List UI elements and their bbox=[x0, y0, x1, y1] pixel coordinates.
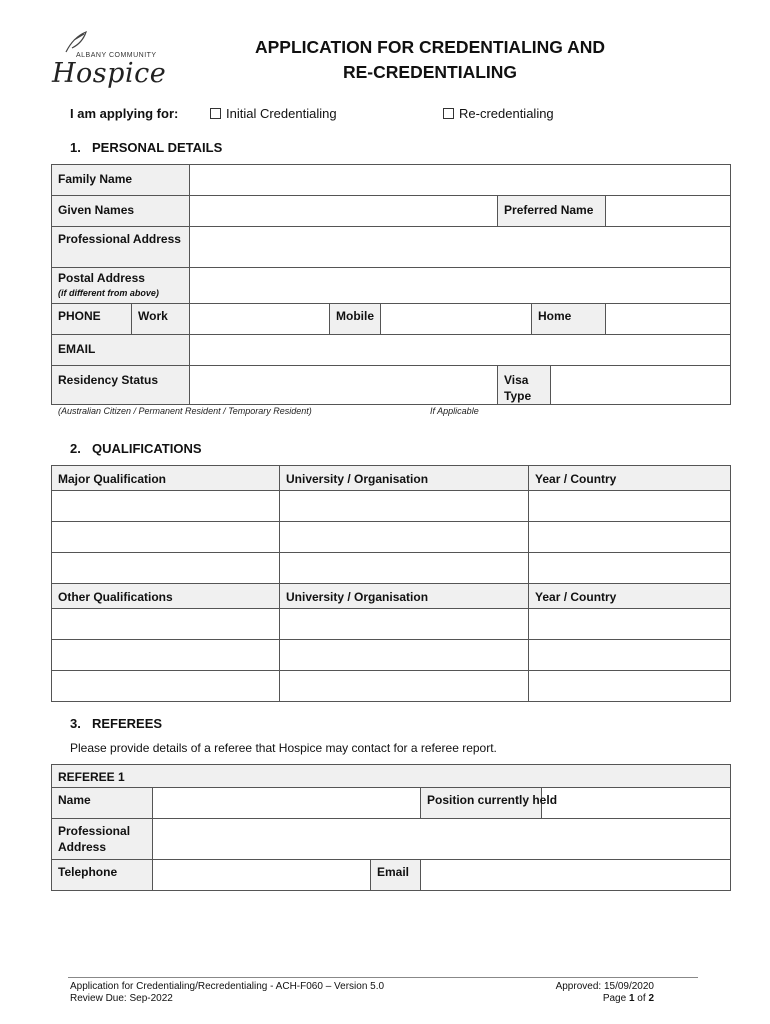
major-qualification-header: Major Qualification bbox=[58, 472, 167, 486]
university-cell[interactable] bbox=[280, 553, 529, 584]
given-names-field[interactable] bbox=[190, 196, 498, 227]
referee-address-field[interactable] bbox=[153, 819, 731, 860]
home-phone-field[interactable] bbox=[606, 304, 731, 335]
major-qualification-cell[interactable] bbox=[52, 522, 280, 553]
footer-doc-info: Application for Credentialing/Recredentialing - ACH-F060 – Version 5.0 bbox=[70, 981, 385, 992]
footer-review-due: Review Due: Sep-2022 bbox=[70, 993, 173, 1004]
section2-heading bbox=[70, 441, 202, 456]
phone-label: PHONE bbox=[58, 309, 101, 323]
residency-status-label: Residency Status bbox=[58, 373, 159, 387]
major-qualification-cell[interactable] bbox=[52, 491, 280, 522]
page-title-line2: RE-CREDENTIALING bbox=[342, 62, 518, 82]
checkbox-initial[interactable] bbox=[210, 108, 221, 119]
referee-email-field[interactable] bbox=[421, 860, 731, 891]
postal-address-label bbox=[58, 268, 183, 300]
university-cell[interactable] bbox=[280, 640, 529, 671]
applying-label: I am applying for: bbox=[70, 106, 179, 121]
qualifications-table bbox=[51, 465, 731, 702]
mobile-field[interactable] bbox=[381, 304, 532, 335]
referee-telephone-field[interactable] bbox=[153, 860, 371, 891]
logo-name: Hospice bbox=[52, 58, 167, 89]
footer-right bbox=[556, 981, 654, 1005]
feather-icon bbox=[60, 30, 100, 54]
visa-note: If Applicable bbox=[430, 406, 479, 416]
year-country-cell[interactable] bbox=[529, 640, 731, 671]
footer-left bbox=[70, 981, 384, 1005]
position-held-field[interactable] bbox=[542, 788, 731, 819]
referee-address-label: Professional Address bbox=[58, 824, 131, 854]
checkbox-recredentialing[interactable] bbox=[443, 108, 454, 119]
hospice-logo bbox=[50, 30, 167, 90]
year-country-header-2: Year / Country bbox=[535, 590, 617, 604]
year-country-cell[interactable] bbox=[529, 671, 731, 702]
section3-number: 3. bbox=[70, 716, 81, 731]
referee-table bbox=[51, 764, 731, 891]
visa-type-label: Visa Type bbox=[504, 373, 532, 403]
preferred-name-label: Preferred Name bbox=[504, 203, 594, 217]
residency-note: (Australian Citizen / Permanent Resident / Temporary Resident) bbox=[58, 406, 312, 416]
email-label: EMAIL bbox=[58, 342, 96, 356]
referee-instruction: Please provide details of a referee that Hospice may contact for a referee report. bbox=[70, 741, 497, 755]
year-country-cell[interactable] bbox=[529, 522, 731, 553]
other-qualification-cell[interactable] bbox=[52, 640, 280, 671]
university-cell[interactable] bbox=[280, 609, 529, 640]
referee-heading: REFEREE 1 bbox=[58, 770, 125, 784]
university-cell[interactable] bbox=[280, 491, 529, 522]
footer-divider bbox=[68, 977, 698, 978]
university-header-2: University / Organisation bbox=[286, 590, 429, 604]
section2-number: 2. bbox=[70, 441, 81, 456]
referee-name-label: Name bbox=[58, 793, 91, 807]
option-recredentialing-label: Re-credentialing bbox=[459, 106, 554, 121]
year-country-header-1: Year / Country bbox=[535, 472, 617, 486]
personal-details-table bbox=[51, 164, 731, 405]
family-name-field[interactable] bbox=[190, 165, 731, 196]
professional-address-field[interactable] bbox=[190, 227, 731, 268]
logo-subtitle: ALBANY COMMUNITY bbox=[76, 52, 157, 59]
preferred-name-field[interactable] bbox=[606, 196, 731, 227]
other-qualification-cell[interactable] bbox=[52, 609, 280, 640]
other-qualification-cell[interactable] bbox=[52, 671, 280, 702]
page-title-line1: APPLICATION FOR CREDENTIALING AND bbox=[255, 37, 605, 57]
visa-type-field[interactable] bbox=[551, 366, 731, 405]
given-names-label: Given Names bbox=[58, 203, 135, 217]
section3-heading bbox=[70, 716, 162, 731]
university-header-1: University / Organisation bbox=[286, 472, 429, 486]
postal-address-note: (if different from above) bbox=[58, 288, 159, 298]
mobile-label: Mobile bbox=[336, 309, 375, 323]
referee-telephone-label: Telephone bbox=[58, 865, 118, 879]
page-total: 2 bbox=[648, 993, 654, 1004]
other-qualifications-header: Other Qualifications bbox=[58, 590, 173, 604]
option-initial-label: Initial Credentialing bbox=[226, 106, 337, 121]
postal-address-text: Postal Address bbox=[58, 271, 145, 285]
year-country-cell[interactable] bbox=[529, 609, 731, 640]
section1-title: PERSONAL DETAILS bbox=[92, 140, 223, 155]
referee-email-label: Email bbox=[377, 865, 410, 879]
position-held-label: Position currently held bbox=[427, 793, 558, 807]
year-country-cell[interactable] bbox=[529, 553, 731, 584]
option-initial-credentialing[interactable] bbox=[210, 106, 337, 121]
major-qualification-cell[interactable] bbox=[52, 553, 280, 584]
work-phone-field[interactable] bbox=[190, 304, 330, 335]
year-country-cell[interactable] bbox=[529, 491, 731, 522]
referee-name-field[interactable] bbox=[153, 788, 421, 819]
residency-status-field[interactable] bbox=[190, 366, 498, 405]
postal-address-field[interactable] bbox=[190, 268, 731, 304]
footer-approved: Approved: 15/09/2020 bbox=[555, 981, 654, 992]
family-name-label: Family Name bbox=[58, 172, 133, 186]
home-label: Home bbox=[538, 309, 572, 323]
footer-page-number bbox=[556, 993, 654, 1005]
section2-title: QUALIFICATIONS bbox=[92, 441, 202, 456]
section3-title: REFEREES bbox=[92, 716, 163, 731]
page-of: of bbox=[634, 993, 649, 1004]
email-field[interactable] bbox=[190, 335, 731, 366]
page-prefix: Page bbox=[602, 993, 629, 1004]
university-cell[interactable] bbox=[280, 671, 529, 702]
page-current: 1 bbox=[628, 993, 635, 1004]
option-recredentialing[interactable] bbox=[443, 106, 554, 121]
university-cell[interactable] bbox=[280, 522, 529, 553]
professional-address-label: Professional Address bbox=[58, 232, 181, 246]
section1-heading bbox=[70, 140, 222, 155]
work-label: Work bbox=[138, 309, 168, 323]
section1-number: 1. bbox=[70, 140, 81, 155]
